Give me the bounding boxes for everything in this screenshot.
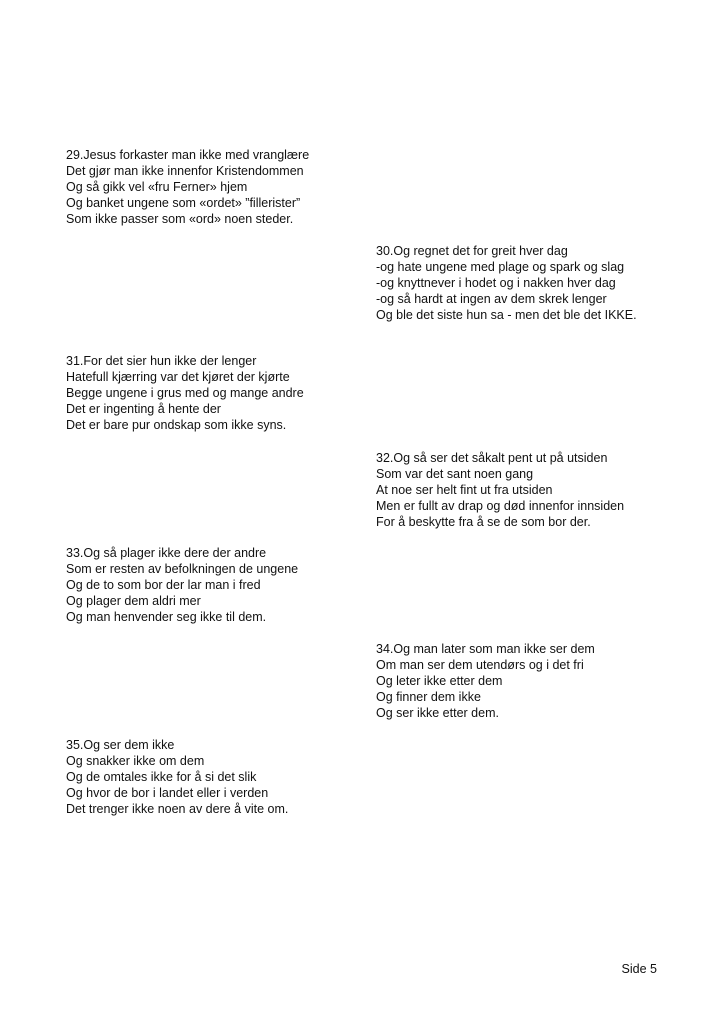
stanza-line: Det er ingenting å hente der: [66, 402, 221, 416]
stanza-line: Og plager dem aldri mer: [66, 594, 201, 608]
stanza-line: 35.Og ser dem ikke: [66, 738, 175, 752]
stanza-line: Og leter ikke etter dem: [376, 674, 503, 688]
stanza-line: Hatefull kjærring var det kjøret der kjørte: [66, 370, 290, 384]
stanza-line: 32.Og så ser det såkalt pent ut på utsiden: [376, 451, 608, 465]
stanza-line: 30.Og regnet det for greit hver dag: [376, 244, 568, 258]
stanza-line: -og så hardt at ingen av dem skrek lenger: [376, 292, 607, 306]
stanza-line: At noe ser helt fint ut fra utsiden: [376, 483, 553, 497]
stanza-29: [66, 147, 309, 227]
stanza-line: 34.Og man later som man ikke ser dem: [376, 642, 595, 656]
stanza-line: -og knyttnever i hodet og i nakken hver dag: [376, 276, 616, 290]
stanza-line: Om man ser dem utendørs og i det fri: [376, 658, 584, 672]
stanza-32: [376, 450, 624, 530]
stanza-line: Og banket ungene som «ordet» ”fillerister”: [66, 196, 301, 210]
stanza-line: Og de to som bor der lar man i fred: [66, 578, 261, 592]
stanza-line: Begge ungene i grus med og mange andre: [66, 386, 304, 400]
stanza-line: Som var det sant noen gang: [376, 467, 534, 481]
stanza-line: Og ser ikke etter dem.: [376, 706, 499, 720]
stanza-35: [66, 737, 288, 817]
stanza-line: Det trenger ikke noen av dere å vite om.: [66, 802, 289, 816]
stanza-30: [376, 243, 637, 323]
stanza-line: Og finner dem ikke: [376, 690, 481, 704]
stanza-line: Som ikke passer som «ord» noen steder.: [66, 212, 294, 226]
stanza-line: 31.For det sier hun ikke der lenger: [66, 354, 257, 368]
stanza-line: -og hate ungene med plage og spark og slag: [376, 260, 625, 274]
stanza-line: Og de omtales ikke for å si det slik: [66, 770, 257, 784]
stanza-line: Som er resten av befolkningen de ungene: [66, 562, 299, 576]
stanza-31: [66, 353, 304, 433]
stanza-line: Det er bare pur ondskap som ikke syns.: [66, 418, 287, 432]
stanza-34: [376, 641, 595, 721]
stanza-line: Og ble det siste hun sa - men det ble det IKKE.: [376, 308, 637, 322]
stanza-line: Og så gikk vel «fru Ferner» hjem: [66, 180, 248, 194]
stanza-line: 29.Jesus forkaster man ikke med vranglære: [66, 148, 310, 162]
stanza-line: Det gjør man ikke innenfor Kristendommen: [66, 164, 304, 178]
stanza-33: [66, 545, 298, 625]
stanza-line: Og snakker ikke om dem: [66, 754, 205, 768]
stanza-line: Og man henvender seg ikke til dem.: [66, 610, 267, 624]
page-number: Side 5: [621, 962, 657, 976]
stanza-line: Og hvor de bor i landet eller i verden: [66, 786, 269, 800]
stanza-line: Men er fullt av drap og død innenfor innsiden: [376, 499, 625, 513]
stanza-line: 33.Og så plager ikke dere der andre: [66, 546, 267, 560]
stanza-line: For å beskytte fra å se de som bor der.: [376, 515, 591, 529]
